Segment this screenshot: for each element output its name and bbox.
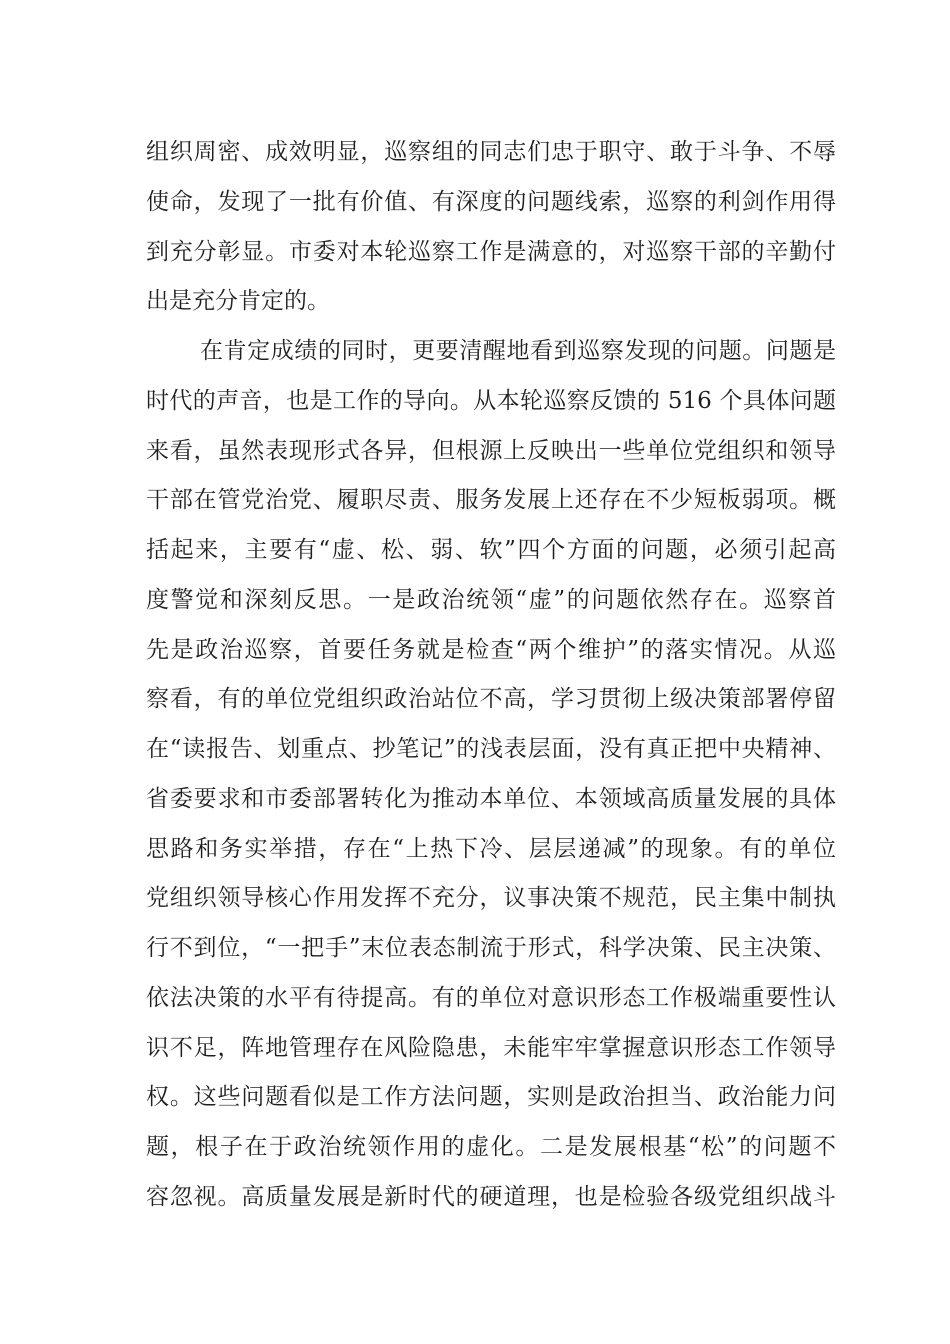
text-line: 察看，有的单位党组织政治站位不高，学习贯彻上级决策部署停留 <box>146 686 836 712</box>
text-line: 省委要求和市委部署转化为推动本单位、本领域高质量发展的具体 <box>146 786 836 812</box>
text-line: 识不足，阵地管理存在风险隐患，未能牢牢掌握意识形态工作领导 <box>146 1035 836 1061</box>
text-line: 党组织领导核心作用发挥不充分，议事决策不规范，民主集中制执 <box>146 885 836 911</box>
text-line: 容忽视。高质量发展是新时代的硬道理，也是检验各级党组织战斗 <box>146 1184 836 1210</box>
text-line: 先是政治巡察，首要任务就是检查“两个维护”的落实情况。从巡 <box>146 637 836 663</box>
text-line: 依法决策的水平有待提高。有的单位对意识形态工作极端重要性认 <box>146 985 836 1011</box>
text-line: 来看，虽然表现形式各异，但根源上反映出一些单位党组织和领导 <box>146 438 836 464</box>
text-line: 干部在管党治党、履职尽责、服务发展上还存在不少短板弱项。概 <box>146 487 836 513</box>
text-line: 行不到位，“一把手”末位表态制流于形式，科学决策、民主决策、 <box>146 935 836 961</box>
paragraph-first-line: 在肯定成绩的同时，更要清醒地看到巡察发现的问题。问题是 <box>200 338 836 364</box>
text-line: 题，根子在于政治统领作用的虚化。二是发展根基“松”的问题不 <box>146 1134 836 1160</box>
text-line: 出是充分肯定的。 <box>146 288 330 314</box>
text-line: 使命，发现了一批有价值、有深度的问题线索，巡察的利剑作用得 <box>146 189 836 215</box>
text-line: 思路和务实举措，存在“上热下冷、层层递减”的现象。有的单位 <box>146 836 836 862</box>
text-line: 在“读报告、划重点、抄笔记”的浅表层面，没有真正把中央精神、 <box>146 736 836 762</box>
text-line: 度警觉和深刻反思。一是政治统领“虚”的问题依然存在。巡察首 <box>146 587 836 613</box>
text-line: 组织周密、成效明显，巡察组的同志们忠于职守、敢于斗争、不辱 <box>146 139 836 165</box>
text-line: 时代的声音，也是工作的导向。从本轮巡察反馈的 516 个具体问题 <box>146 388 836 414</box>
text-line: 括起来，主要有“虚、松、弱、软”四个方面的问题，必须引起高 <box>146 537 836 563</box>
text-line: 到充分彰显。市委对本轮巡察工作是满意的，对巡察干部的辛勤付 <box>146 239 836 265</box>
text-line: 权。这些问题看似是工作方法问题，实则是政治担当、政治能力问 <box>146 1084 836 1110</box>
